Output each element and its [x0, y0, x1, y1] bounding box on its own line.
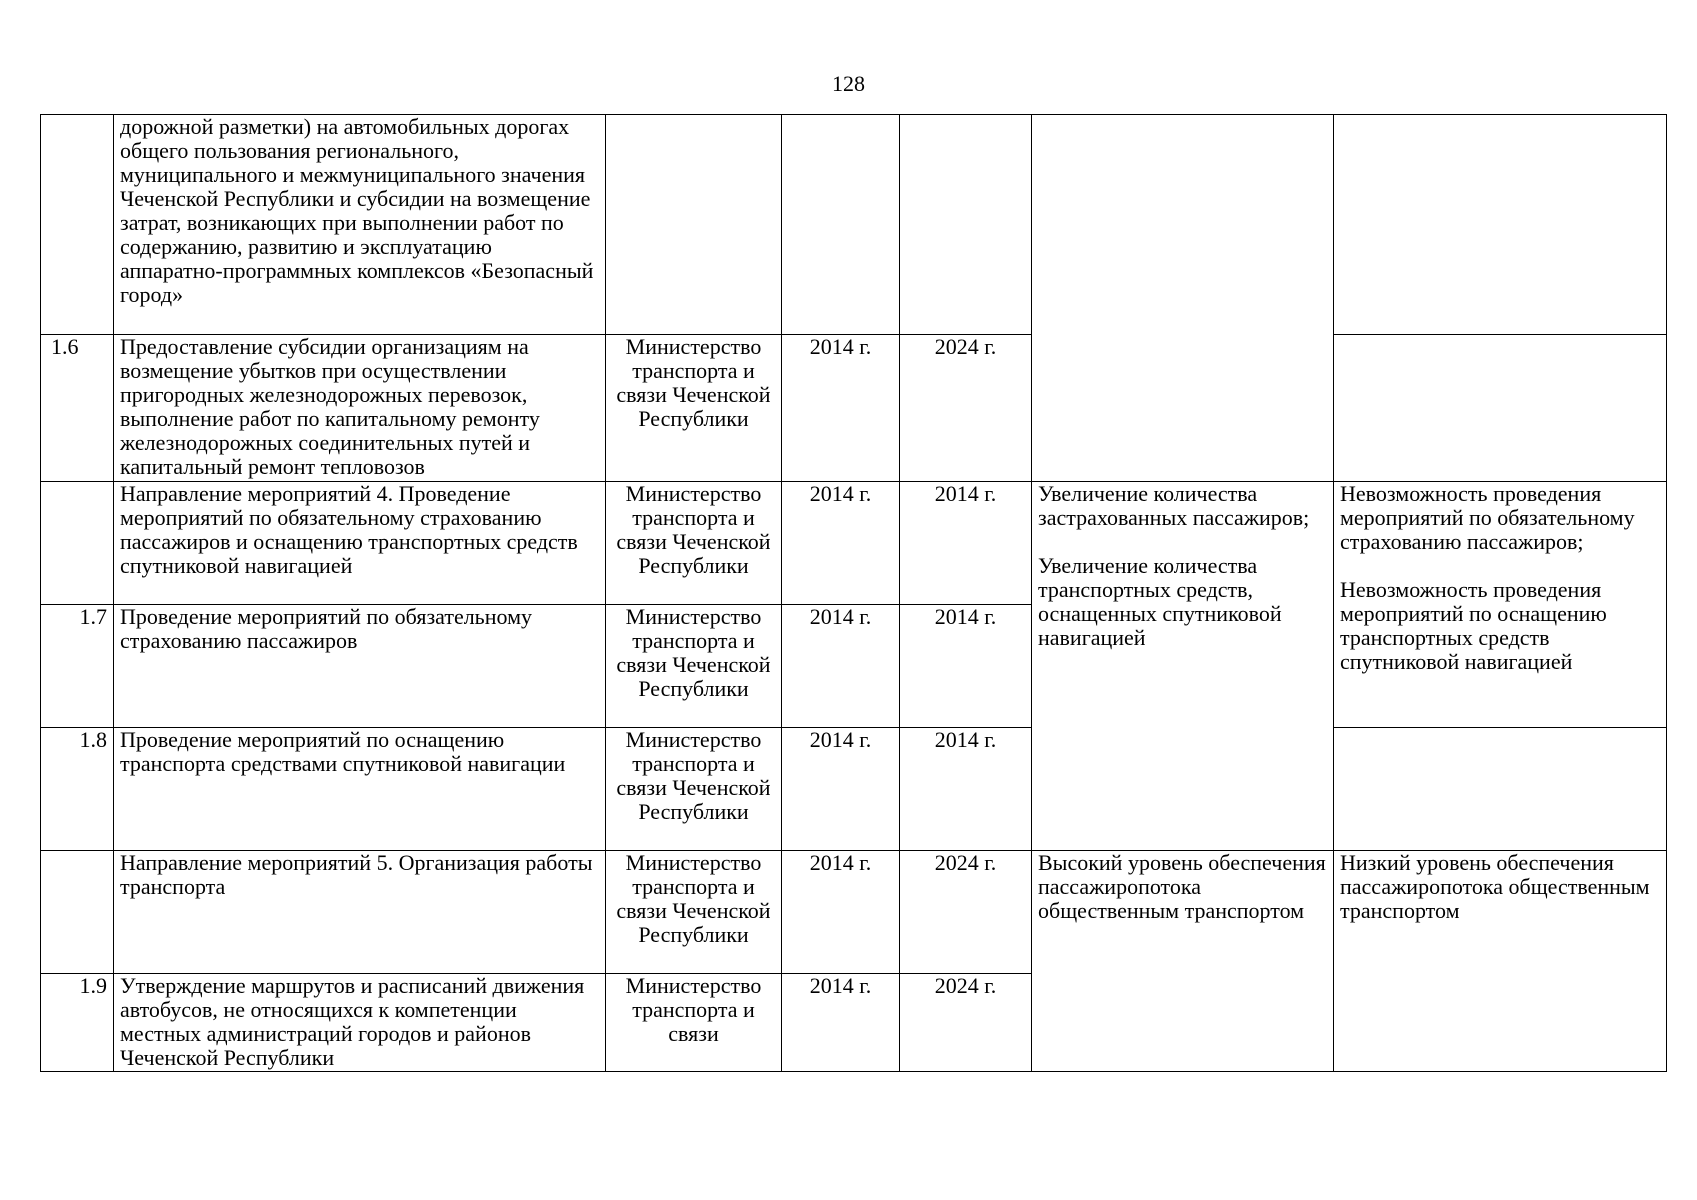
activity-description: Проведение мероприятий по обязательному страхованию пассажиров [114, 605, 606, 728]
executor [606, 115, 782, 335]
activity-description: Направление мероприятий 5. Организация работы транспорта [114, 851, 606, 974]
risk-text: Невозможность проведения мероприятий по оснащению транспортных средств спутниковой навигацией [1340, 577, 1607, 674]
expected-result-text: Увеличение количества транспортных средств, оснащенных спутниковой навигацией [1038, 553, 1282, 650]
end-year: 2014 г. [900, 482, 1032, 605]
start-year: 2014 г. [782, 605, 900, 728]
activities-table [40, 114, 1667, 1072]
start-year: 2014 г. [782, 335, 900, 482]
expected-result-text: Увеличение количества застрахованных пассажиров; [1038, 481, 1310, 530]
end-year: 2014 г. [900, 605, 1032, 728]
end-year [900, 115, 1032, 335]
start-year: 2014 г. [782, 974, 900, 1072]
executor: Министерство транспорта и связи Чеченской Республики [606, 728, 782, 851]
activity-description: Проведение мероприятий по оснащению транспорта средствами спутниковой навигации [114, 728, 606, 851]
risk-text: Невозможность проведения мероприятий по обязательному страхованию пассажиров; [1340, 481, 1635, 554]
start-year: 2014 г. [782, 851, 900, 974]
start-year: 2014 г. [782, 728, 900, 851]
table-row [41, 335, 1667, 482]
row-number: 1.7 [41, 605, 114, 728]
executor: Министерство транспорта и связи [606, 974, 782, 1072]
row-number: 1.8 [41, 728, 114, 851]
end-year: 2024 г. [900, 974, 1032, 1072]
executor: Министерство транспорта и связи Чеченской Республики [606, 482, 782, 605]
activity-description: Утверждение маршрутов и расписаний движения автобусов, не относящихся к компетенции местных администраций городов и районов Чеченской Республики [114, 974, 606, 1072]
end-year: 2024 г. [900, 851, 1032, 974]
executor: Министерство транспорта и связи Чеченской Республики [606, 851, 782, 974]
table-row [41, 728, 1667, 851]
executor: Министерство транспорта и связи Чеченской Республики [606, 335, 782, 482]
row-number [41, 482, 114, 605]
start-year: 2014 г. [782, 482, 900, 605]
risk-empty [1334, 115, 1667, 335]
activity-description: дорожной разметки) на автомобильных дорогах общего пользования регионального, муниципального и межмуниципального значения Чеченской Республики и субсидии на возмещение затрат, возникающих при выполнении работ по содержанию, развитию и эксплуатацию аппаратно-программных комплексов «Безопасный город» [114, 115, 606, 335]
risk-empty [1334, 728, 1667, 851]
row-number [41, 115, 114, 335]
risk-empty [1334, 335, 1667, 482]
activity-description: Предоставление субсидии организациям на возмещение убытков при осуществлении пригородных железнодорожных перевозок, выполнение работ по капитальному ремонту железнодорожных соединительных путей и капитальный ремонт тепловозов [114, 335, 606, 482]
row-number: 1.6 [41, 335, 114, 482]
start-year [782, 115, 900, 335]
expected-result-empty [1032, 115, 1334, 482]
risk-direction-5: Низкий уровень обеспечения пассажиропотока общественным транспортом [1334, 851, 1667, 1072]
row-number: 1.9 [41, 974, 114, 1072]
end-year: 2014 г. [900, 728, 1032, 851]
end-year: 2024 г. [900, 335, 1032, 482]
page-number: 128 [832, 71, 865, 96]
row-number [41, 851, 114, 974]
table-row [41, 482, 1667, 605]
executor: Министерство транспорта и связи Чеченской Республики [606, 605, 782, 728]
expected-result-direction-5: Высокий уровень обеспечения пассажиропотока общественным транспортом [1032, 851, 1334, 1072]
activity-description: Направление мероприятий 4. Проведение мероприятий по обязательному страхованию пассажиров и оснащению транспортных средств спутниковой навигацией [114, 482, 606, 605]
risk-direction-4 [1334, 482, 1667, 728]
table-row [41, 115, 1667, 335]
expected-result-direction-4 [1032, 482, 1334, 851]
table-row [41, 851, 1667, 974]
